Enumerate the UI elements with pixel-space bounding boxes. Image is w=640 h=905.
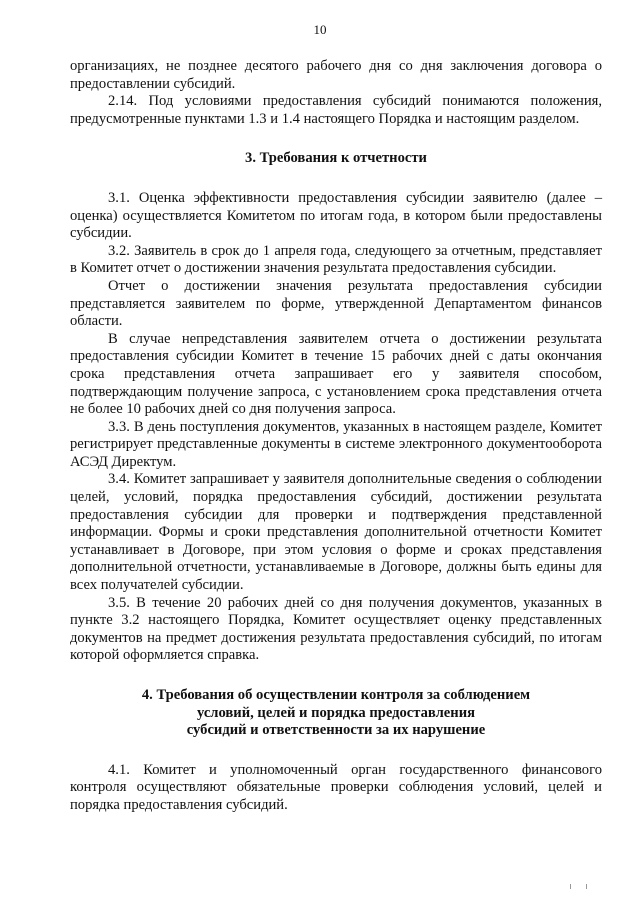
paragraph-3-2: 3.2. Заявитель в срок до 1 апреля года, следующего за отчетным, представляет в Комитет отчет о достижении значения результата предоставления субсидии. <box>70 242 602 277</box>
paragraph-non-submission: В случае непредставления заявителем отчета о достижении результата предоставления субсидии Комитет в течение 15 рабочих дней с даты окончания срока представления отчета запрашивает его у заявителя способом, подтверждающим получение запроса, с установлением срока представления отчета не более 10 рабочих дней со дня получения запроса. <box>70 330 602 418</box>
page-number: 10 <box>313 22 327 37</box>
section-3-heading: 3. Требования к отчетности <box>245 150 427 167</box>
paragraph-3-1: 3.1. Оценка эффективности предоставления субсидии заявителю (далее – оценка) осуществляется Комитетом по итогам года, в котором были предоставлены субсидии. <box>70 189 602 242</box>
document-body <box>70 58 602 815</box>
section-4-heading-line: 4. Требования об осуществлении контроля за соблюдением <box>141 687 531 703</box>
paragraph-continuation: организациях, не позднее десятого рабочего дня со дня заключения договора о предоставлении субсидий. <box>70 58 602 92</box>
section-4-heading-line: субсидий и ответственности за их нарушение <box>186 722 486 739</box>
section-4-heading-line: условий, целей и порядка предоставления <box>196 704 475 721</box>
paragraph-report-form: Отчет о достижении значения результата предоставления субсидии представляется заявителем по форме, утвержденной Департаментом финансов области. <box>70 277 602 330</box>
scan-mark <box>566 884 596 890</box>
paragraph-2-14: 2.14. Под условиями предоставления субсидий понимаются положения, предусмотренные пунктами 1.3 и 1.4 настоящего Порядка и настоящим разделом. <box>70 93 602 127</box>
paragraph-3-5: 3.5. В течение 20 рабочих дней со дня получения документов, указанных в пункте 3.2 настоящего Порядка, Комитет осуществляет оценку представленных документов на предмет достижения результата предоставления субсидий, по итогам которой оформляется справка. <box>70 594 602 664</box>
section-4-heading <box>70 687 602 740</box>
paragraph-3-3: 3.3. В день поступления документов, указанных в настоящем разделе, Комитет регистрирует представленные документы в системе электронного документооборота АСЭД Директум. <box>70 418 602 470</box>
paragraph-4-1: 4.1. Комитет и уполномоченный орган государственного финансового контроля осуществляют обязательные проверки соблюдения условий, целей и порядка предоставления субсидий. <box>70 761 602 813</box>
paragraph-3-4: 3.4. Комитет запрашивает у заявителя дополнительные сведения о соблюдении целей, условий, порядка предоставления субсидий, достижении результата предоставления субсидии для проверки и подтверждения представленной информации. Формы и сроки представления дополнительной отчетности Комитет устанавливает в Договоре, при этом условия о форме и сроках представления дополнительной отчетности, устанавливаемые в Договоре, должны быть едины для всех получателей субсидии. <box>70 471 602 594</box>
